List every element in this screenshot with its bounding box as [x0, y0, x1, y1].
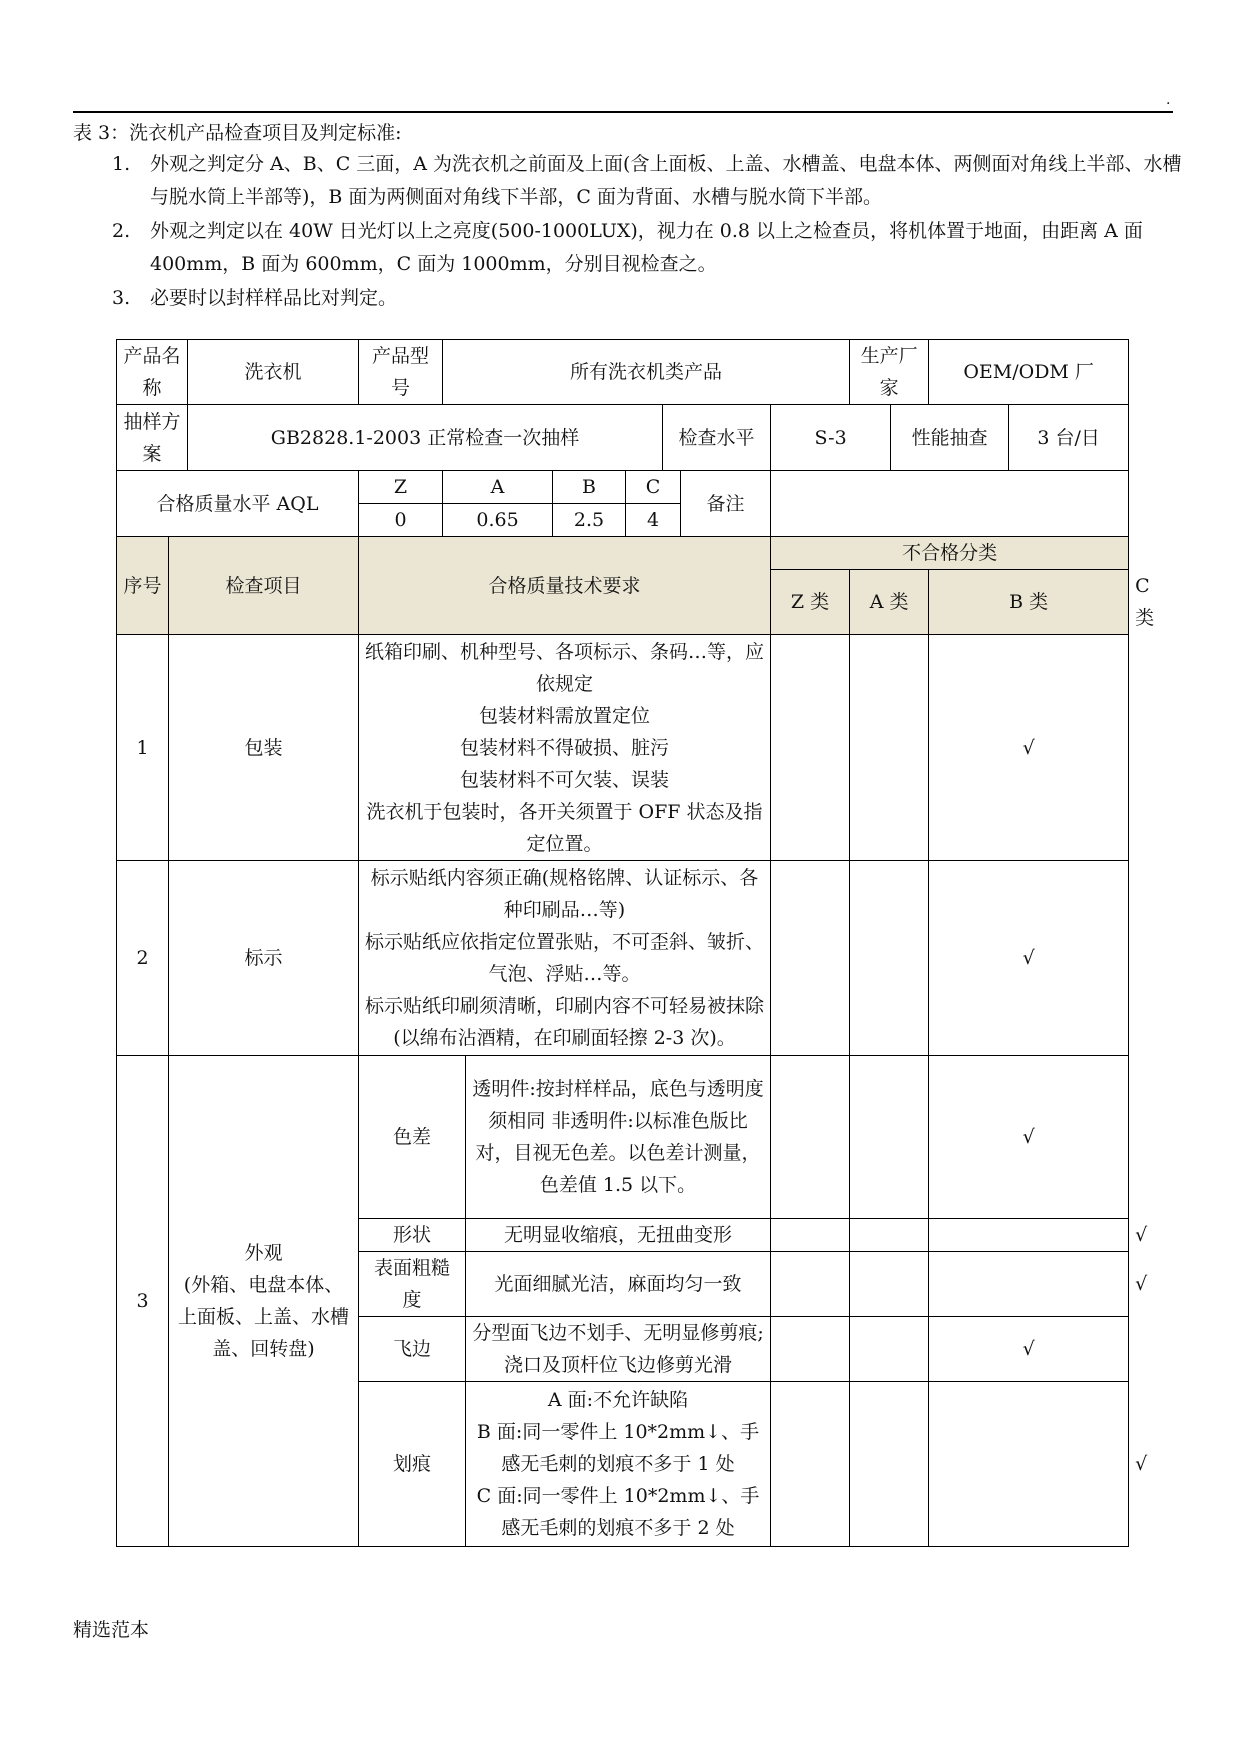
subitem-requirement: 光面细腻光洁，麻面均匀一致 [466, 1252, 771, 1317]
row-item [169, 1056, 359, 1547]
class-a-cell [850, 1382, 929, 1547]
maker-label: 生产厂家 [850, 340, 929, 405]
class-z-cell [771, 635, 850, 861]
subitem-name: 形状 [359, 1219, 466, 1252]
table-row [117, 1056, 1129, 1219]
class-z-cell [771, 1056, 850, 1219]
aql-value-z: 0 [359, 504, 443, 537]
subitem-requirement: 无明显收缩痕，无扭曲变形 [466, 1219, 771, 1252]
requirement-line: 标示贴纸印刷须清晰，印刷内容不可轻易被抹除(以绵布沾酒精，在印刷面轻擦 2-3 次)。 [365, 995, 765, 1049]
class-b-cell [929, 1219, 1129, 1252]
product-name-label: 产品名称 [117, 340, 188, 405]
row-requirement [359, 635, 771, 861]
class-b-cell: √ [929, 1317, 1129, 1382]
remark-value [771, 471, 1129, 537]
row-seq: 2 [117, 861, 169, 1056]
class-b-cell: √ [929, 1056, 1129, 1219]
perf-label: 性能抽查 [891, 405, 1009, 471]
column-z: Z 类 [771, 570, 850, 635]
column-seq: 序号 [117, 537, 169, 635]
page-corner-mark: . [1166, 92, 1171, 108]
aql-value-a: 0.65 [443, 504, 553, 537]
requirement-line: B 面:同一零件上 10*2mm↓、手感无毛刺的划痕不多于 1 处 [476, 1421, 760, 1475]
row-seq: 3 [117, 1056, 169, 1547]
class-b-cell: √ [929, 635, 1129, 861]
class-a-cell [850, 1317, 929, 1382]
column-b: B 类 [929, 570, 1129, 635]
criteria-number: 3. [112, 287, 131, 309]
aql-class-row [117, 471, 1129, 504]
column-header-row [117, 537, 1129, 570]
class-a-cell [850, 1252, 929, 1317]
requirement-line: 标示贴纸应依指定位置张贴，不可歪斜、皱折、气泡、浮贴…等。 [365, 931, 765, 985]
table-subrow: 形状 无明显收缩痕，无扭曲变形 √ [117, 1219, 1129, 1252]
table-caption: 表 3：洗衣机产品检查项目及判定标准: [73, 122, 402, 144]
class-a-cell [850, 1219, 929, 1252]
criteria-text: 外观之判定以在 40W 日光灯以上之亮度(500-1000LUX)，视力在 0.8 以上之检查员，将机体置于地面，由距离 A 面 400mm，B 面为 600mm，C 面为 1000mm，分别目视检查之。 [150, 220, 1143, 275]
class-b-cell: √ [929, 861, 1129, 1056]
aql-class-c: C [626, 471, 681, 504]
requirement-line: 包装材料不得破损、脏污 [460, 736, 670, 759]
column-item: 检查项目 [169, 537, 359, 635]
row-item: 包装 [169, 635, 359, 861]
class-a-cell [850, 861, 929, 1056]
aql-value-b: 2.5 [553, 504, 626, 537]
criteria-item [112, 215, 1182, 281]
requirement-line: 洗衣机于包装时，各开关须置于 OFF 状态及指定位置。 [366, 800, 763, 855]
criteria-text: 必要时以封样样品比对判定。 [150, 287, 398, 309]
requirement-line: A 面:不允许缺陷 [547, 1389, 689, 1411]
row-requirement [359, 861, 771, 1056]
remark-label: 备注 [681, 471, 771, 537]
class-b-cell [929, 1382, 1129, 1547]
requirement-line: 包装材料不可欠装、误装 [460, 768, 670, 791]
header-row-product [117, 340, 1129, 405]
product-name-value: 洗衣机 [188, 340, 359, 405]
table-subrow: 表面粗糙度 光面细腻光洁，麻面均匀一致 √ [117, 1252, 1129, 1317]
column-subheader-row: Z 类 A 类 B 类 C 类 [117, 570, 1129, 635]
class-a-cell [850, 635, 929, 861]
requirement-line: C 面:同一零件上 10*2mm↓、手感无毛刺的划痕不多于 2 处 [476, 1485, 760, 1539]
aql-label: 合格质量水平 AQL [117, 471, 359, 537]
table-subrow: 划痕 A 面:不允许缺陷 B 面:同一零件上 10*2mm↓、手感无毛刺的划痕不多于 1 处 C 面:同一零件上 10*2mm↓、手感无毛刺的划痕不多于 2 处 √ [117, 1382, 1129, 1547]
page-footer: 精选范本 [73, 1619, 150, 1641]
column-a: A 类 [850, 570, 929, 635]
header-row-sampling [117, 405, 1129, 471]
subitem-name: 色差 [359, 1056, 466, 1219]
class-a-cell [850, 1056, 929, 1219]
product-model-label: 产品型号 [359, 340, 443, 405]
row-seq: 1 [117, 635, 169, 861]
criteria-number: 1. [112, 153, 131, 175]
requirement-line: 包装材料需放置定位 [479, 704, 651, 727]
level-label: 检查水平 [663, 405, 771, 471]
criteria-text: 外观之判定分 A、B、C 三面，A 为洗衣机之前面及上面(含上面板、上盖、水槽盖、电盘本体、两侧面对角线上半部、水槽与脱水筒上半部等)，B 面为两侧面对角线下半部，C 面为背面、水槽与脱水筒下半部。 [150, 153, 1182, 208]
sampling-label: 抽样方案 [117, 405, 188, 471]
subitem-requirement: 透明件:按封样样品，底色与透明度须相同 非透明件:以标准色版比对，目视无色差。以色差计测量，色差值 1.5 以下。 [466, 1056, 771, 1219]
class-z-cell [771, 1252, 850, 1317]
aql-value-c: 4 [626, 504, 681, 537]
row-item-detail: (外箱、电盘本体、上面板、上盖、水槽盖、回转盘) [178, 1274, 350, 1360]
level-value: S-3 [771, 405, 891, 471]
subitem-requirement [466, 1382, 771, 1547]
perf-value: 3 台/日 [1009, 405, 1129, 471]
column-requirement: 合格质量技术要求 [359, 537, 771, 635]
sampling-value: GB2828.1-2003 正常检查一次抽样 [188, 405, 663, 471]
subitem-name: 划痕 [359, 1382, 466, 1547]
inspection-table [116, 339, 1155, 1547]
aql-class-a: A [443, 471, 553, 504]
criteria-item [112, 282, 1182, 315]
criteria-list [112, 148, 1182, 315]
subitem-name: 表面粗糙度 [359, 1252, 466, 1317]
class-z-cell [771, 1317, 850, 1382]
aql-class-z: Z [359, 471, 443, 504]
class-b-cell [929, 1252, 1129, 1317]
aql-class-b: B [553, 471, 626, 504]
maker-value: OEM/ODM 厂 [929, 340, 1129, 405]
criteria-number: 2. [112, 220, 131, 242]
subitem-name: 飞边 [359, 1317, 466, 1382]
product-model-value: 所有洗衣机类产品 [443, 340, 850, 405]
class-z-cell [771, 861, 850, 1056]
row-item: 标示 [169, 861, 359, 1056]
row-item-title: 外观 [244, 1242, 283, 1264]
table-row [117, 635, 1129, 861]
header-rule [73, 111, 1173, 113]
requirement-line: 纸箱印刷、机种型号、各项标示、条码…等，应依规定 [365, 640, 765, 695]
table-row [117, 861, 1129, 1056]
subitem-requirement: 分型面飞边不划手、无明显修剪痕;浇口及顶杆位飞边修剪光滑 [466, 1317, 771, 1382]
column-defect-group: 不合格分类 [771, 537, 1129, 570]
criteria-item [112, 148, 1182, 214]
class-z-cell [771, 1219, 850, 1252]
class-z-cell [771, 1382, 850, 1547]
requirement-line: 标示贴纸内容须正确(规格铭牌、认证标示、各种印刷品…等) [370, 867, 759, 921]
